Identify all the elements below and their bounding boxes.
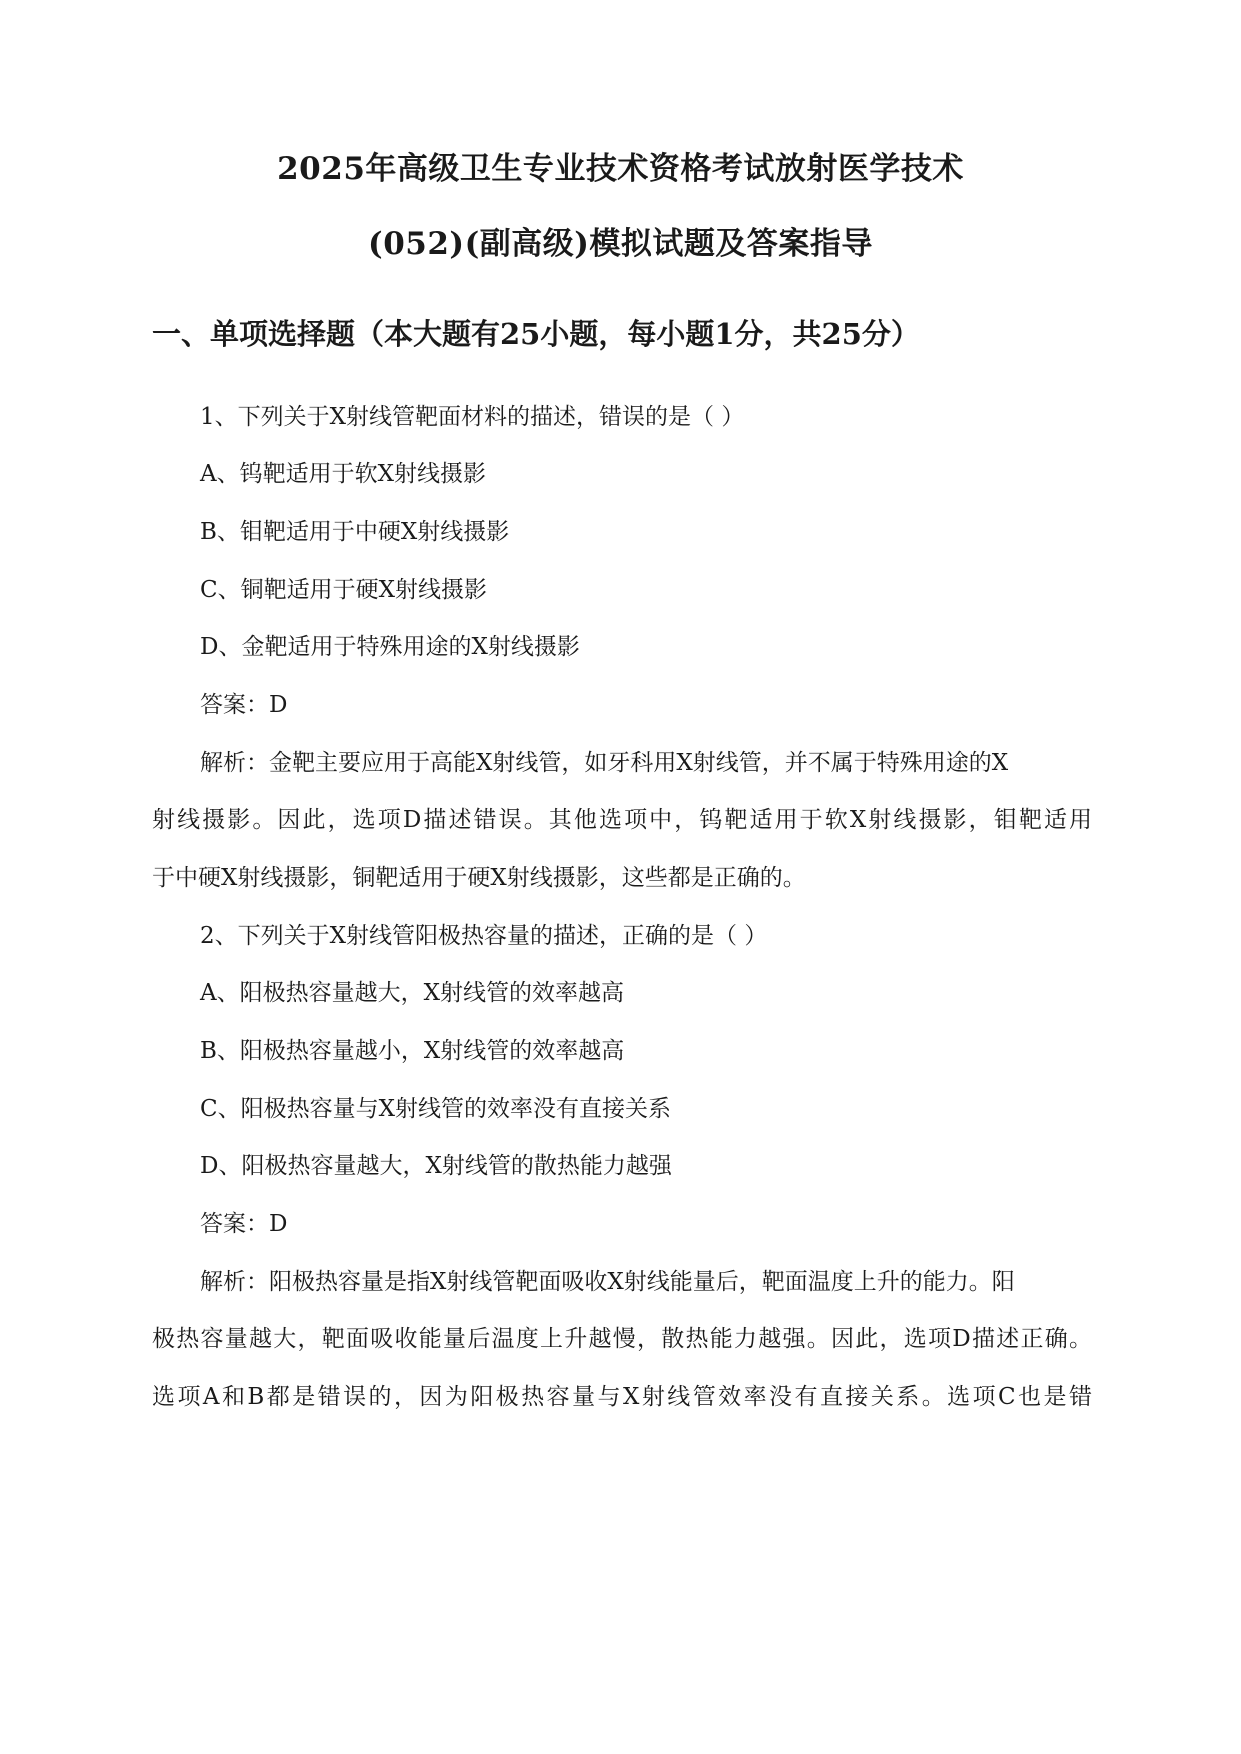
question-2-stem: 2、下列关于X射线管阳极热容量的描述，正确的是（ ） — [200, 923, 768, 949]
question-1-option-b: B、钼靶适用于中硬X射线摄影 — [200, 519, 510, 545]
question-1-analysis-line-2: 射线摄影。因此，选项D描述错误。其他选项中，钨靶适用于软X射线摄影，钼靶适用 — [152, 807, 1092, 833]
question-2-analysis-line-1: 解析：阳极热容量是指X射线管靶面吸收X射线能量后，靶面温度上升的能力。阳 — [200, 1269, 1015, 1295]
question-1-analysis-line-1: 解析：金靶主要应用于高能X射线管，如牙科用X射线管，并不属于特殊用途的X — [200, 750, 1009, 776]
question-1-option-a: A、钨靶适用于软X射线摄影 — [200, 461, 486, 487]
question-1-answer: 答案：D — [200, 692, 288, 718]
question-2-option-a: A、阳极热容量越大，X射线管的效率越高 — [200, 980, 624, 1006]
question-2-option-c: C、阳极热容量与X射线管的效率没有直接关系 — [200, 1096, 671, 1122]
document-title-line-1: 2025年高级卫生专业技术资格考试放射医学技术 — [277, 151, 964, 187]
question-1-option-c: C、铜靶适用于硬X射线摄影 — [200, 577, 487, 603]
question-1-stem: 1、下列关于X射线管靶面材料的描述，错误的是（ ） — [200, 404, 745, 430]
question-1-analysis-line-3: 于中硬X射线摄影，铜靶适用于硬X射线摄影，这些都是正确的。 — [152, 865, 806, 891]
question-2-analysis-line-2: 极热容量越大，靶面吸收能量后温度上升越慢，散热能力越强。因此，选项D描述正确。 — [152, 1326, 1092, 1352]
question-2-option-d: D、阳极热容量越大，X射线管的散热能力越强 — [200, 1153, 672, 1179]
question-2-answer: 答案：D — [200, 1211, 288, 1237]
section-heading: 一、单项选择题（本大题有25小题，每小题1分，共25分） — [152, 317, 920, 351]
question-2-option-b: B、阳极热容量越小，X射线管的效率越高 — [200, 1038, 625, 1064]
question-2-analysis-line-3: 选项A和B都是错误的，因为阳极热容量与X射线管效率没有直接关系。选项C也是错 — [152, 1384, 1092, 1410]
question-1-option-d: D、金靶适用于特殊用途的X射线摄影 — [200, 634, 580, 660]
document-title-line-2: (052)(副高级)模拟试题及答案指导 — [368, 226, 873, 262]
